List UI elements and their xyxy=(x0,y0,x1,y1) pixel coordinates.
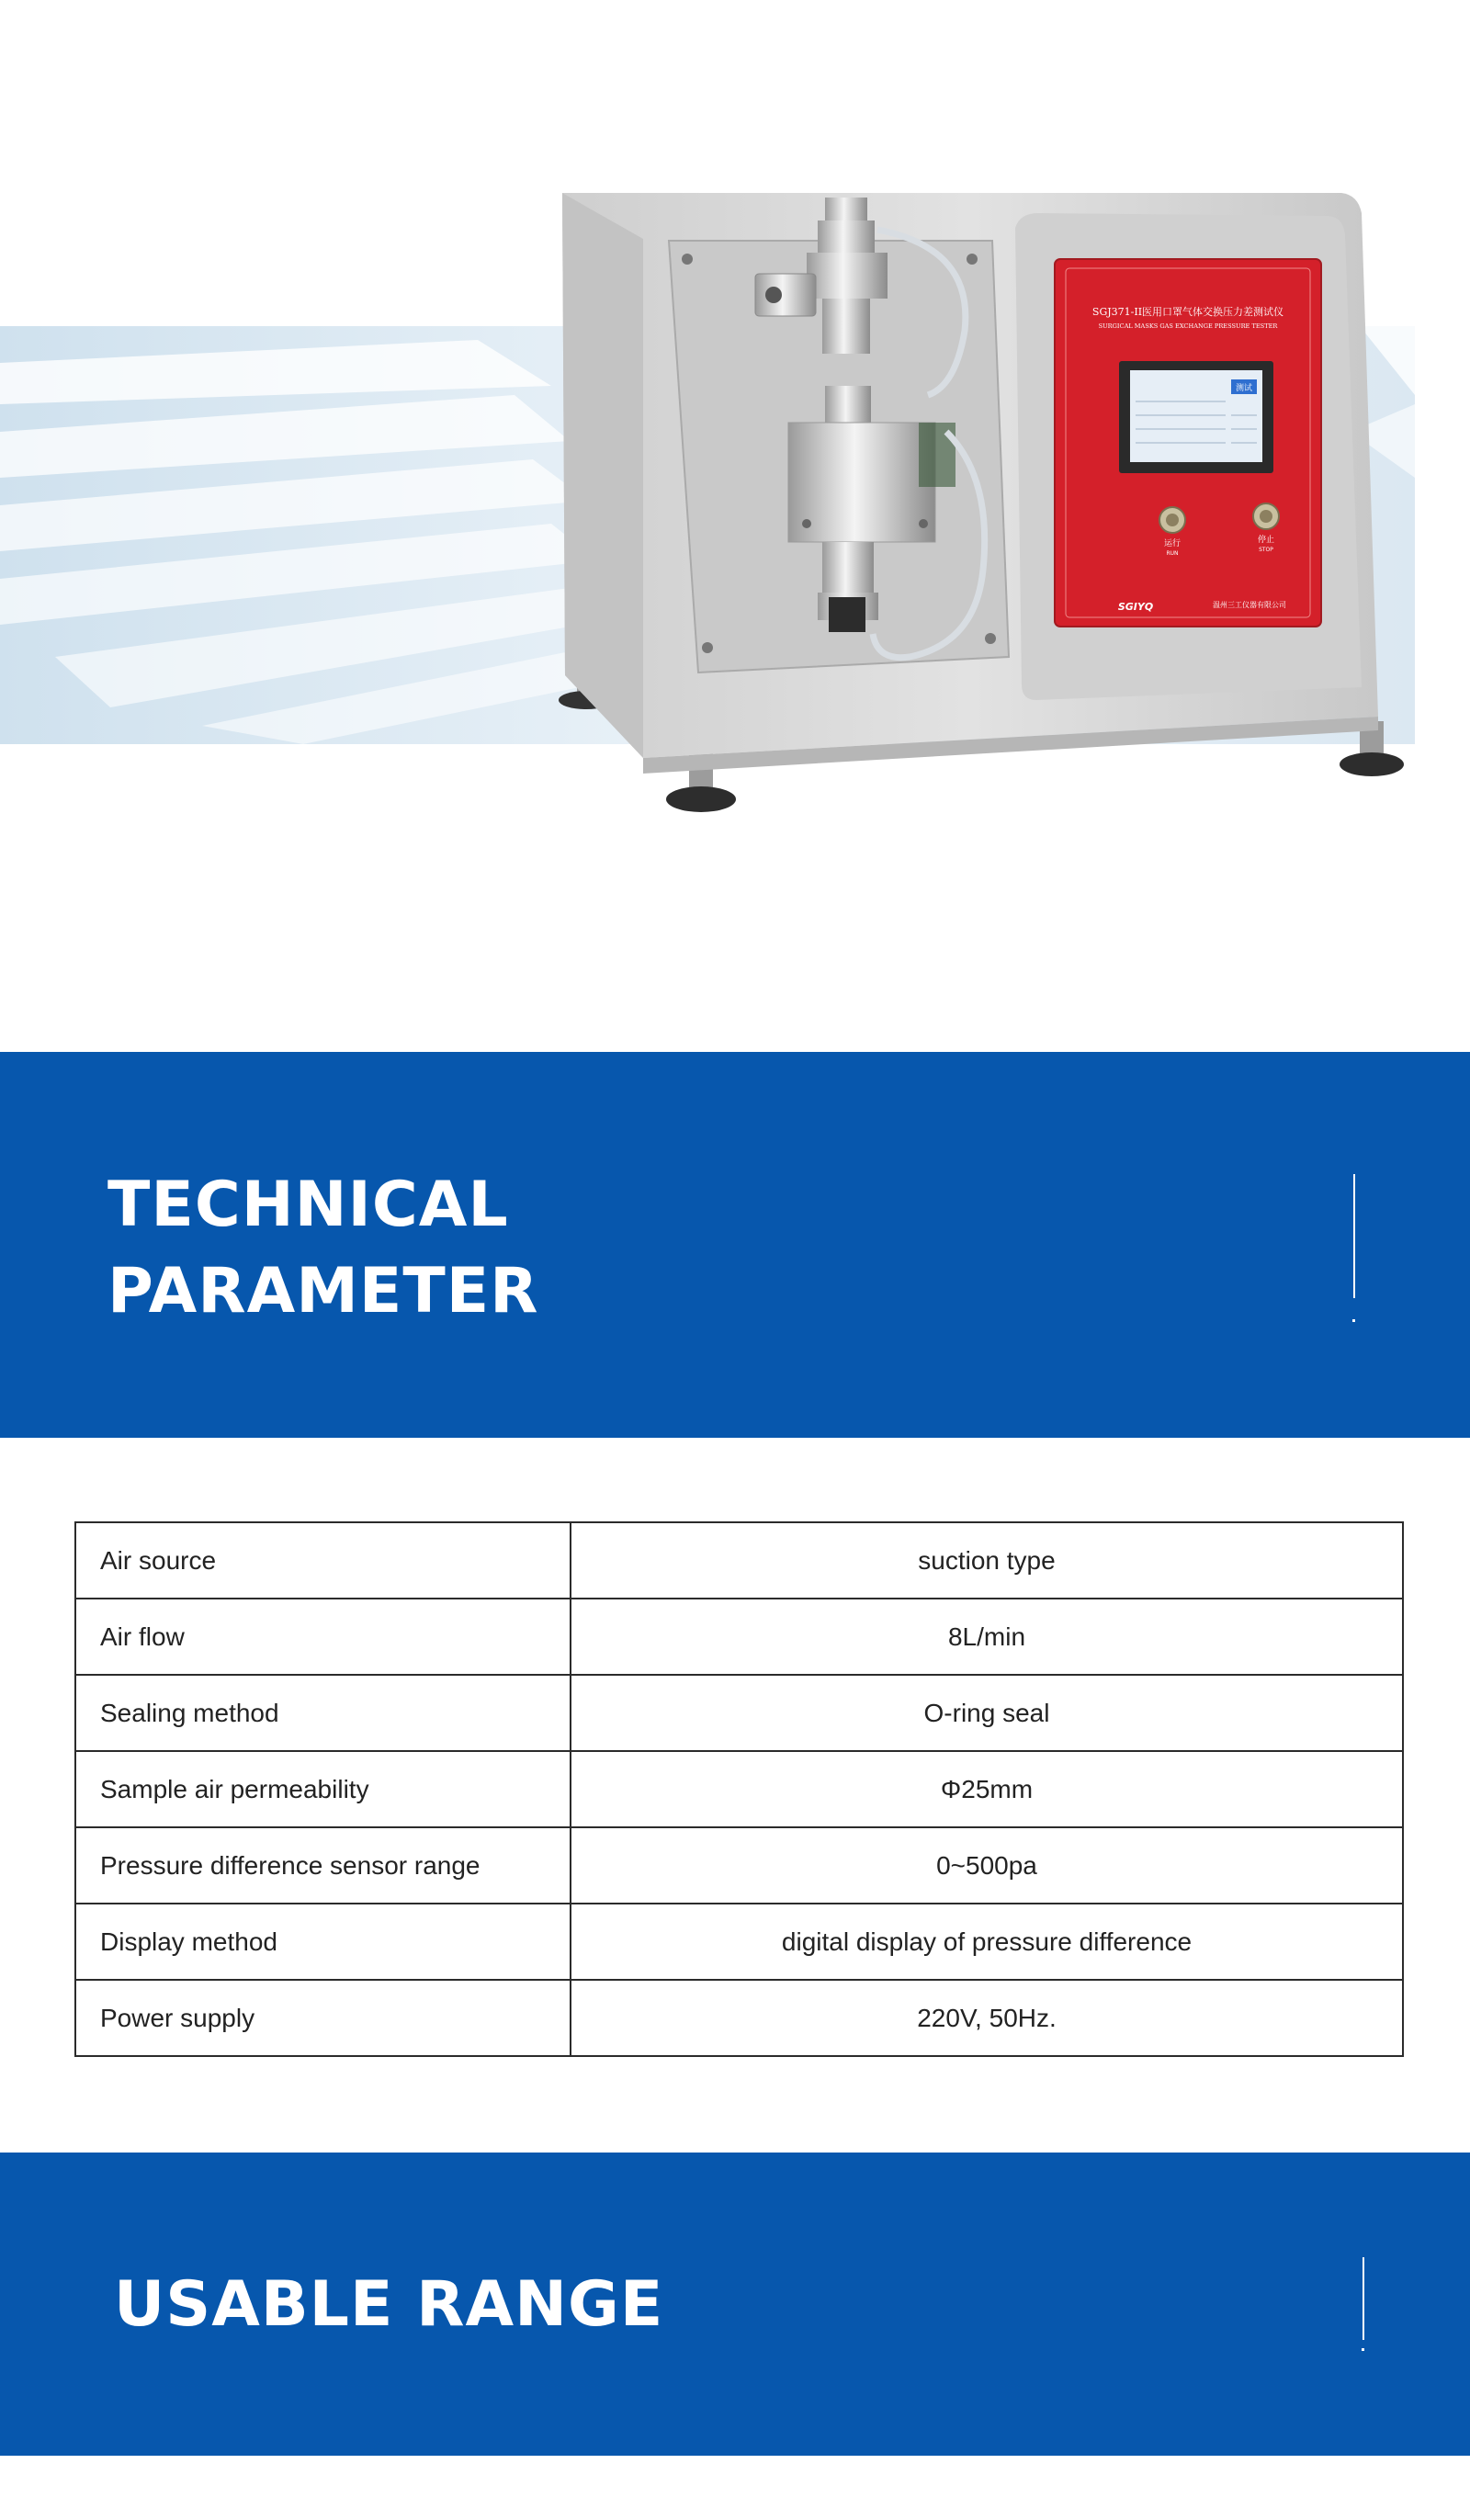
parameter-label: Sealing method xyxy=(75,1675,571,1751)
screen-test-button: 测试 xyxy=(1235,384,1253,393)
panel-title-en: SURGICAL MASKS GAS EXCHANGE PRESSURE TESTER xyxy=(1098,322,1278,330)
banner-divider-line xyxy=(1353,1174,1355,1298)
panel-title-cn: SGJ371-II医用口罩气体交换压力差测试仪 xyxy=(1091,306,1284,318)
parameter-value: 8L/min xyxy=(571,1599,1403,1675)
title-line-1: TECHNICAL xyxy=(107,1169,509,1241)
brand-logo: SGIYQ xyxy=(1117,601,1154,613)
parameter-label: Display method xyxy=(75,1904,571,1980)
usable-range-banner xyxy=(0,2153,1470,2456)
banner-divider-dot xyxy=(1352,1319,1355,1322)
parameter-label: Air flow xyxy=(75,1599,571,1675)
table-row xyxy=(75,1980,1403,2056)
title-line-2: PARAMETER xyxy=(107,1255,539,1328)
footer-whitespace xyxy=(0,2456,1470,2520)
parameter-label: Air source xyxy=(75,1522,571,1599)
parameter-label: Power supply xyxy=(75,1980,571,2056)
table-row xyxy=(75,1522,1403,1599)
table-row xyxy=(75,1827,1403,1904)
parameter-value: digital display of pressure difference xyxy=(571,1904,1403,1980)
parameter-value: suction type xyxy=(571,1522,1403,1599)
product-illustration xyxy=(0,0,1470,1052)
parameter-table-body xyxy=(75,1522,1403,2056)
run-button-label-en: RUN xyxy=(1166,550,1179,557)
parameter-value: 220V, 50Hz. xyxy=(571,1980,1403,2056)
manufacturer-name: 温州三工仪器有限公司 xyxy=(1213,601,1286,609)
parameter-label: Pressure difference sensor range xyxy=(75,1827,571,1904)
parameter-table xyxy=(74,1521,1404,2057)
parameter-value: Φ25mm xyxy=(571,1751,1403,1827)
product-hero xyxy=(0,0,1470,1052)
table-row xyxy=(75,1675,1403,1751)
stop-button-label-en: STOP xyxy=(1259,547,1273,553)
control-panel xyxy=(1055,259,1321,627)
run-button-label-cn: 运行 xyxy=(1163,539,1182,548)
banner-divider-line xyxy=(1363,2257,1364,2340)
parameter-label: Sample air permeability xyxy=(75,1751,571,1827)
technical-parameter-banner xyxy=(0,1052,1470,1438)
table-row xyxy=(75,1751,1403,1827)
technical-parameter-title xyxy=(107,1162,934,1335)
stop-button-label-cn: 停止 xyxy=(1257,536,1275,545)
banner-divider-dot xyxy=(1362,2348,1364,2351)
usable-range-title: USABLE RANGE xyxy=(114,2268,664,2341)
parameter-value: O-ring seal xyxy=(571,1675,1403,1751)
table-row xyxy=(75,1599,1403,1675)
table-row xyxy=(75,1904,1403,1980)
parameter-value: 0~500pa xyxy=(571,1827,1403,1904)
